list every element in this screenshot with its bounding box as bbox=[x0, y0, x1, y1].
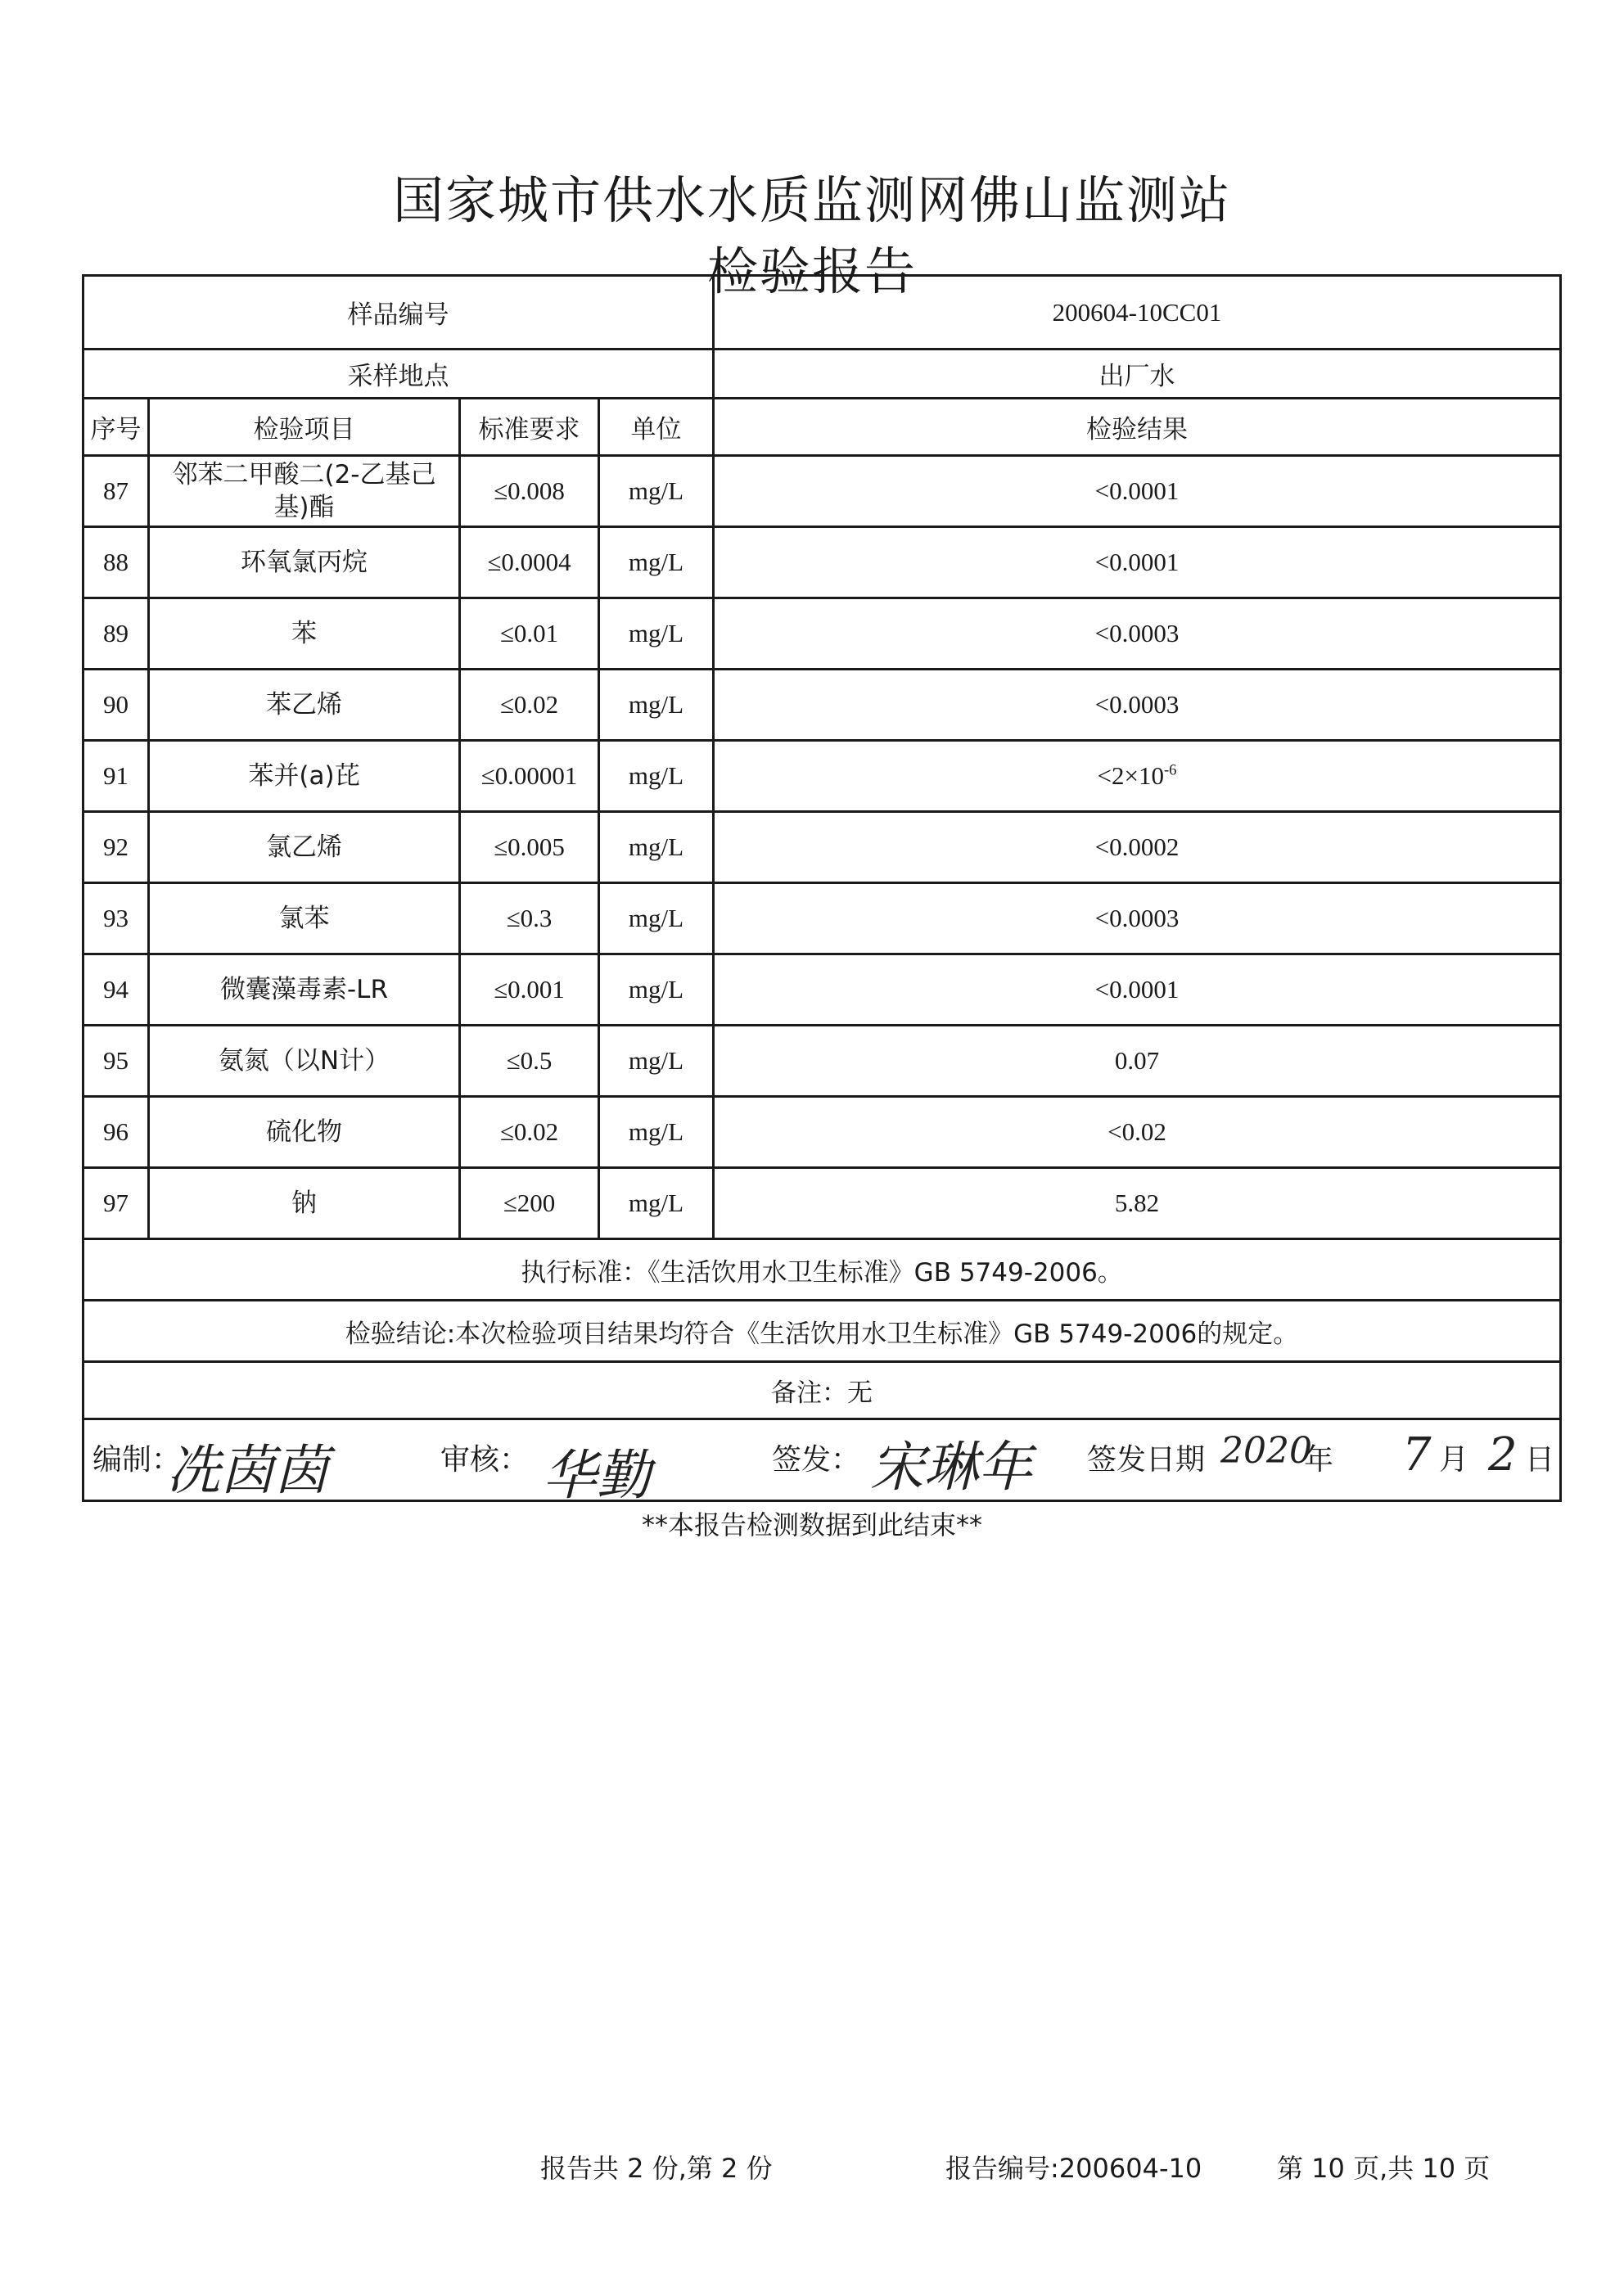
row-unit: mg/L bbox=[599, 527, 714, 598]
table-row bbox=[83, 954, 1561, 1026]
table-row bbox=[83, 883, 1561, 954]
col-header-no: 序号 bbox=[83, 399, 149, 456]
issue-date-month: 7 bbox=[1402, 1428, 1432, 1482]
row-result bbox=[714, 741, 1561, 812]
row-item: 环氧氯丙烷 bbox=[149, 527, 460, 598]
report-title: 国家城市供水水质监测网佛山监测站 bbox=[392, 170, 1231, 230]
row-standard: ≤0.02 bbox=[460, 670, 599, 741]
column-header-row bbox=[83, 399, 1561, 456]
row-standard: ≤0.01 bbox=[460, 598, 599, 670]
standard-row bbox=[83, 1239, 1561, 1301]
row-unit: mg/L bbox=[599, 812, 714, 883]
row-result: <0.0001 bbox=[714, 456, 1561, 527]
result-base: <2×10 bbox=[1097, 761, 1164, 790]
col-header-standard: 标准要求 bbox=[460, 399, 599, 456]
row-item: 苯并(a)芘 bbox=[149, 741, 460, 812]
row-no: 87 bbox=[83, 456, 149, 527]
row-item: 硫化物 bbox=[149, 1097, 460, 1168]
reviewed-label: 审核： bbox=[440, 1443, 530, 1477]
compiled-signature: 冼茵茵 bbox=[166, 1439, 328, 1501]
signature-cell bbox=[83, 1419, 1561, 1501]
issued-signature: 宋琳年 bbox=[870, 1436, 1032, 1499]
row-result: <0.0002 bbox=[714, 812, 1561, 883]
row-standard: ≤0.001 bbox=[460, 954, 599, 1026]
issued-label: 签发： bbox=[772, 1443, 861, 1477]
row-result: <0.0003 bbox=[714, 598, 1561, 670]
row-item: 氯乙烯 bbox=[149, 812, 460, 883]
row-standard: ≤0.5 bbox=[460, 1026, 599, 1097]
row-unit: mg/L bbox=[599, 670, 714, 741]
row-result: 5.82 bbox=[714, 1168, 1561, 1239]
col-header-result: 检验结果 bbox=[714, 399, 1561, 456]
row-standard: ≤0.0004 bbox=[460, 527, 599, 598]
row-no: 91 bbox=[83, 741, 149, 812]
day-char: 日 bbox=[1525, 1443, 1555, 1477]
sample-id-value: 200604-10CC01 bbox=[714, 276, 1561, 350]
row-no: 97 bbox=[83, 1168, 149, 1239]
row-no: 90 bbox=[83, 670, 149, 741]
row-no: 88 bbox=[83, 527, 149, 598]
row-no: 93 bbox=[83, 883, 149, 954]
row-item: 苯 bbox=[149, 598, 460, 670]
table-row bbox=[83, 741, 1561, 812]
row-result: <0.0003 bbox=[714, 883, 1561, 954]
compiled-label: 编制： bbox=[92, 1443, 182, 1477]
issue-date-year: 2020 bbox=[1220, 1430, 1312, 1472]
row-standard: ≤0.00001 bbox=[460, 741, 599, 812]
row-item: 邻苯二甲酸二(2-乙基己基)酯 bbox=[149, 456, 460, 527]
remark-text: 备注：无 bbox=[83, 1362, 1561, 1419]
month-char: 月 bbox=[1439, 1443, 1469, 1477]
sample-location-value: 出厂水 bbox=[714, 350, 1561, 399]
table-row bbox=[83, 1026, 1561, 1097]
row-item: 氨氮（以N计） bbox=[149, 1026, 460, 1097]
row-item: 氯苯 bbox=[149, 883, 460, 954]
standard-text: 执行标准：《生活饮用水卫生标准》GB 5749-2006。 bbox=[83, 1239, 1561, 1301]
row-unit: mg/L bbox=[599, 1097, 714, 1168]
row-result: 0.07 bbox=[714, 1026, 1561, 1097]
remark-row bbox=[83, 1362, 1561, 1419]
row-result: <0.0001 bbox=[714, 954, 1561, 1026]
row-no: 95 bbox=[83, 1026, 149, 1097]
row-unit: mg/L bbox=[599, 456, 714, 527]
table-row bbox=[83, 527, 1561, 598]
report-subtitle: 检验报告 bbox=[706, 241, 917, 301]
row-no: 96 bbox=[83, 1097, 149, 1168]
row-unit: mg/L bbox=[599, 741, 714, 812]
table-row bbox=[83, 670, 1561, 741]
result-exponent: -6 bbox=[1163, 761, 1177, 779]
row-standard: ≤0.005 bbox=[460, 812, 599, 883]
row-standard: ≤0.3 bbox=[460, 883, 599, 954]
issue-date-label: 签发日期 bbox=[1087, 1443, 1206, 1477]
reviewed-signature: 华勤 bbox=[543, 1444, 651, 1501]
row-item: 微囊藻毒素-LR bbox=[149, 954, 460, 1026]
table-row bbox=[83, 1168, 1561, 1239]
inspection-table bbox=[82, 274, 1562, 1502]
row-item: 钠 bbox=[149, 1168, 460, 1239]
row-standard: ≤200 bbox=[460, 1168, 599, 1239]
row-no: 89 bbox=[83, 598, 149, 670]
signature-row bbox=[83, 1419, 1561, 1501]
row-item: 苯乙烯 bbox=[149, 670, 460, 741]
table-row bbox=[83, 812, 1561, 883]
row-result: <0.0001 bbox=[714, 527, 1561, 598]
row-no: 94 bbox=[83, 954, 149, 1026]
col-header-unit: 单位 bbox=[599, 399, 714, 456]
year-char: 年 bbox=[1304, 1443, 1334, 1477]
footer-copies: 报告共 2 份,第 2 份 bbox=[540, 2153, 773, 2184]
row-unit: mg/L bbox=[599, 598, 714, 670]
table-row bbox=[83, 598, 1561, 670]
row-unit: mg/L bbox=[599, 1026, 714, 1097]
row-unit: mg/L bbox=[599, 883, 714, 954]
row-result: <0.02 bbox=[714, 1097, 1561, 1168]
sample-id-label: 样品编号 bbox=[83, 276, 714, 350]
issue-date-day: 2 bbox=[1488, 1428, 1518, 1482]
sample-location-row bbox=[83, 350, 1561, 399]
row-no: 92 bbox=[83, 812, 149, 883]
row-unit: mg/L bbox=[599, 1168, 714, 1239]
conclusion-text: 检验结论:本次检验项目结果均符合《生活饮用水卫生标准》GB 5749-2006的规定。 bbox=[83, 1301, 1561, 1362]
conclusion-row bbox=[83, 1301, 1561, 1362]
table-row bbox=[83, 1097, 1561, 1168]
footer-report-no: 报告编号:200604-10 bbox=[945, 2153, 1202, 2184]
sample-location-label: 采样地点 bbox=[83, 350, 714, 399]
footer-page: 第 10 页,共 10 页 bbox=[1277, 2153, 1491, 2184]
row-standard: ≤0.008 bbox=[460, 456, 599, 527]
row-unit: mg/L bbox=[599, 954, 714, 1026]
row-standard: ≤0.02 bbox=[460, 1097, 599, 1168]
row-result: <0.0003 bbox=[714, 670, 1561, 741]
table-row bbox=[83, 456, 1561, 527]
sample-id-row bbox=[83, 276, 1561, 350]
col-header-item: 检验项目 bbox=[149, 399, 460, 456]
end-note: **本报告检测数据到此结束** bbox=[641, 1509, 982, 1540]
